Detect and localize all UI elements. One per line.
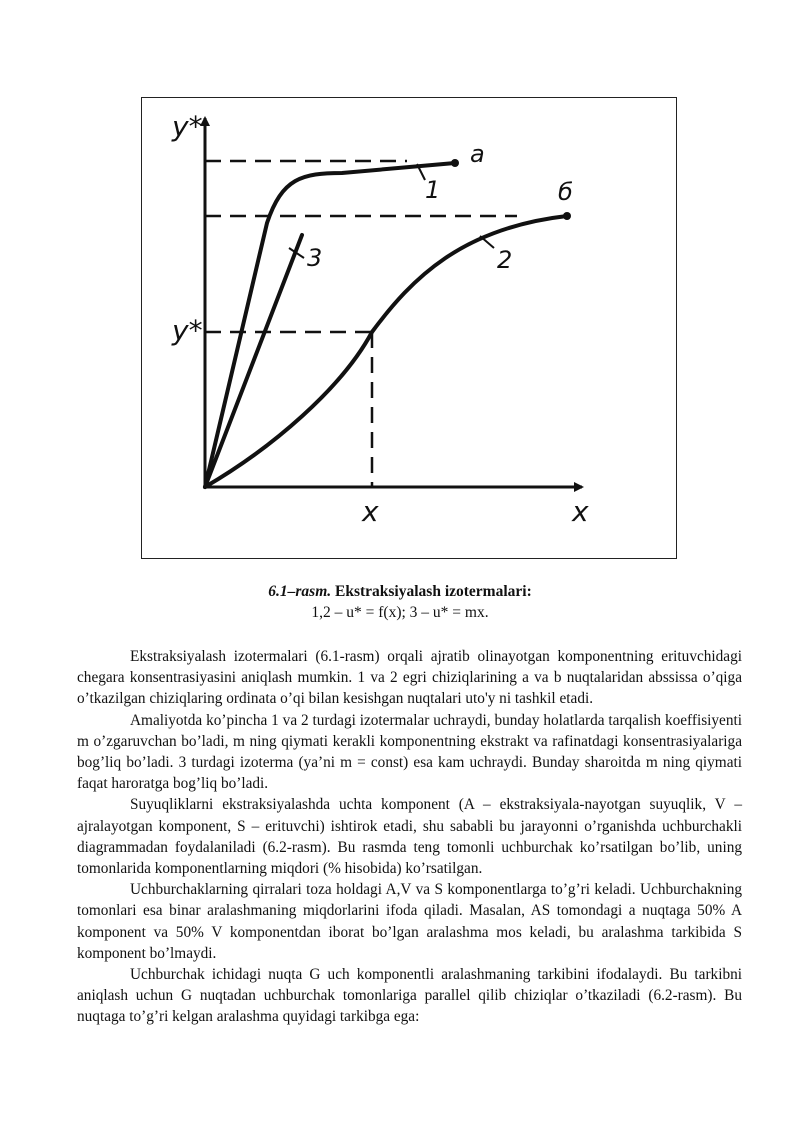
caption-number: 6.1–rasm. (268, 583, 332, 600)
curve-1 (205, 163, 455, 487)
paragraph-2: Amaliyotda ko’pincha 1 va 2 turdagi izotermalar uchraydi, bunday holatlarda tarqalish koeffisiyenti m o’zgaruvchan bo’ladi, m ning qiymati kerakli komponentning ekstrakt va rafinatdagi konsentrasiyalariga bog’liq bo’ladi. 3 turdagi izoterma (ya’ni m = const) esa kam uchraydi. Bunday sharoitda m ning qiymati faqat haroratga bog’liq bo’ladi. (77, 711, 742, 793)
curve-label-b: б (558, 178, 573, 206)
figure-caption (0, 583, 800, 601)
x-axis-label: x (572, 495, 589, 528)
curve-label-1: 1 (425, 176, 441, 204)
caption-formula: 1,2 – u* = f(x); 3 – u* = mx. (311, 604, 489, 621)
paragraph-1: Ekstraksiyalash izotermalari (6.1-rasm) orqali ajratib olinayotgan komponentning erituvchidagi chegara konsentrasiyasini aniqlash mumkin. 1 va 2 egri chiziqlarining a va b nuqtalaridan abssissa o’qiga o’tkazilgan chiziqlaring ordinata o’qi bilan kesishgan nuqtalari uto'y ni tashkil etadi. (77, 648, 742, 708)
y-star-label: y* (172, 314, 203, 347)
point-b (563, 212, 571, 220)
caption-title: Ekstraksiyalash izotermalari: (335, 583, 532, 600)
curve-label-2: 2 (497, 246, 513, 274)
x-star-label: x (362, 495, 379, 528)
curve-label-3: 3 (307, 244, 323, 272)
paragraph-3: Suyuqliklarni ekstraksiyalashda uchta komponent (A – ekstraksiyala-nayotgan suyuqlik, V – ajralayotgan komponent, S – erituvchi) ishtirok etadi, shu sababli bu jarayonni o’rganishda uchburchakli diagrammadan foydalaniladi (6.2-rasm). Bu rasmda teng tomonli uchburchak ko’rsatilgan bo’lib, uning tomonlarida komponentlarning miqdori (% hisobida) ko’rsatilgan. (77, 796, 742, 878)
paragraph-4: Uchburchaklarning qirralari toza holdagi A,V va S komponentlarga to’g’ri keladi. Uchburchakning tomonlari esa binar aralashmaning miqdorlarini ifoda qiladi. Masalan, AS tomondagi a nuqtaga 50% A komponent va 50% V komponentdan iborat bo’lgan aralashma mos keladi, bu aralashma tarkibida S komponent bo’lmaydi. (77, 881, 742, 962)
paragraph-5: Uchburchak ichidagi nuqta G uch komponentli aralashmaning tarkibini ifodalaydi. Bu tarkibni aniqlash uchun G nuqtadan uchburchak tomonlariga parallel qilib chiziqlar o’tkaziladi (6.2-rasm). Bu nuqtaga to’g’ri kelgan aralashma quyidagi tarkibga ega: (77, 966, 742, 1026)
isotherm-figure (141, 97, 677, 559)
body-text (77, 646, 742, 1028)
point-a (451, 159, 459, 167)
isotherm-diagram (142, 98, 678, 560)
curve-label-a: a (470, 140, 485, 168)
y-axis-label: y* (172, 110, 203, 143)
